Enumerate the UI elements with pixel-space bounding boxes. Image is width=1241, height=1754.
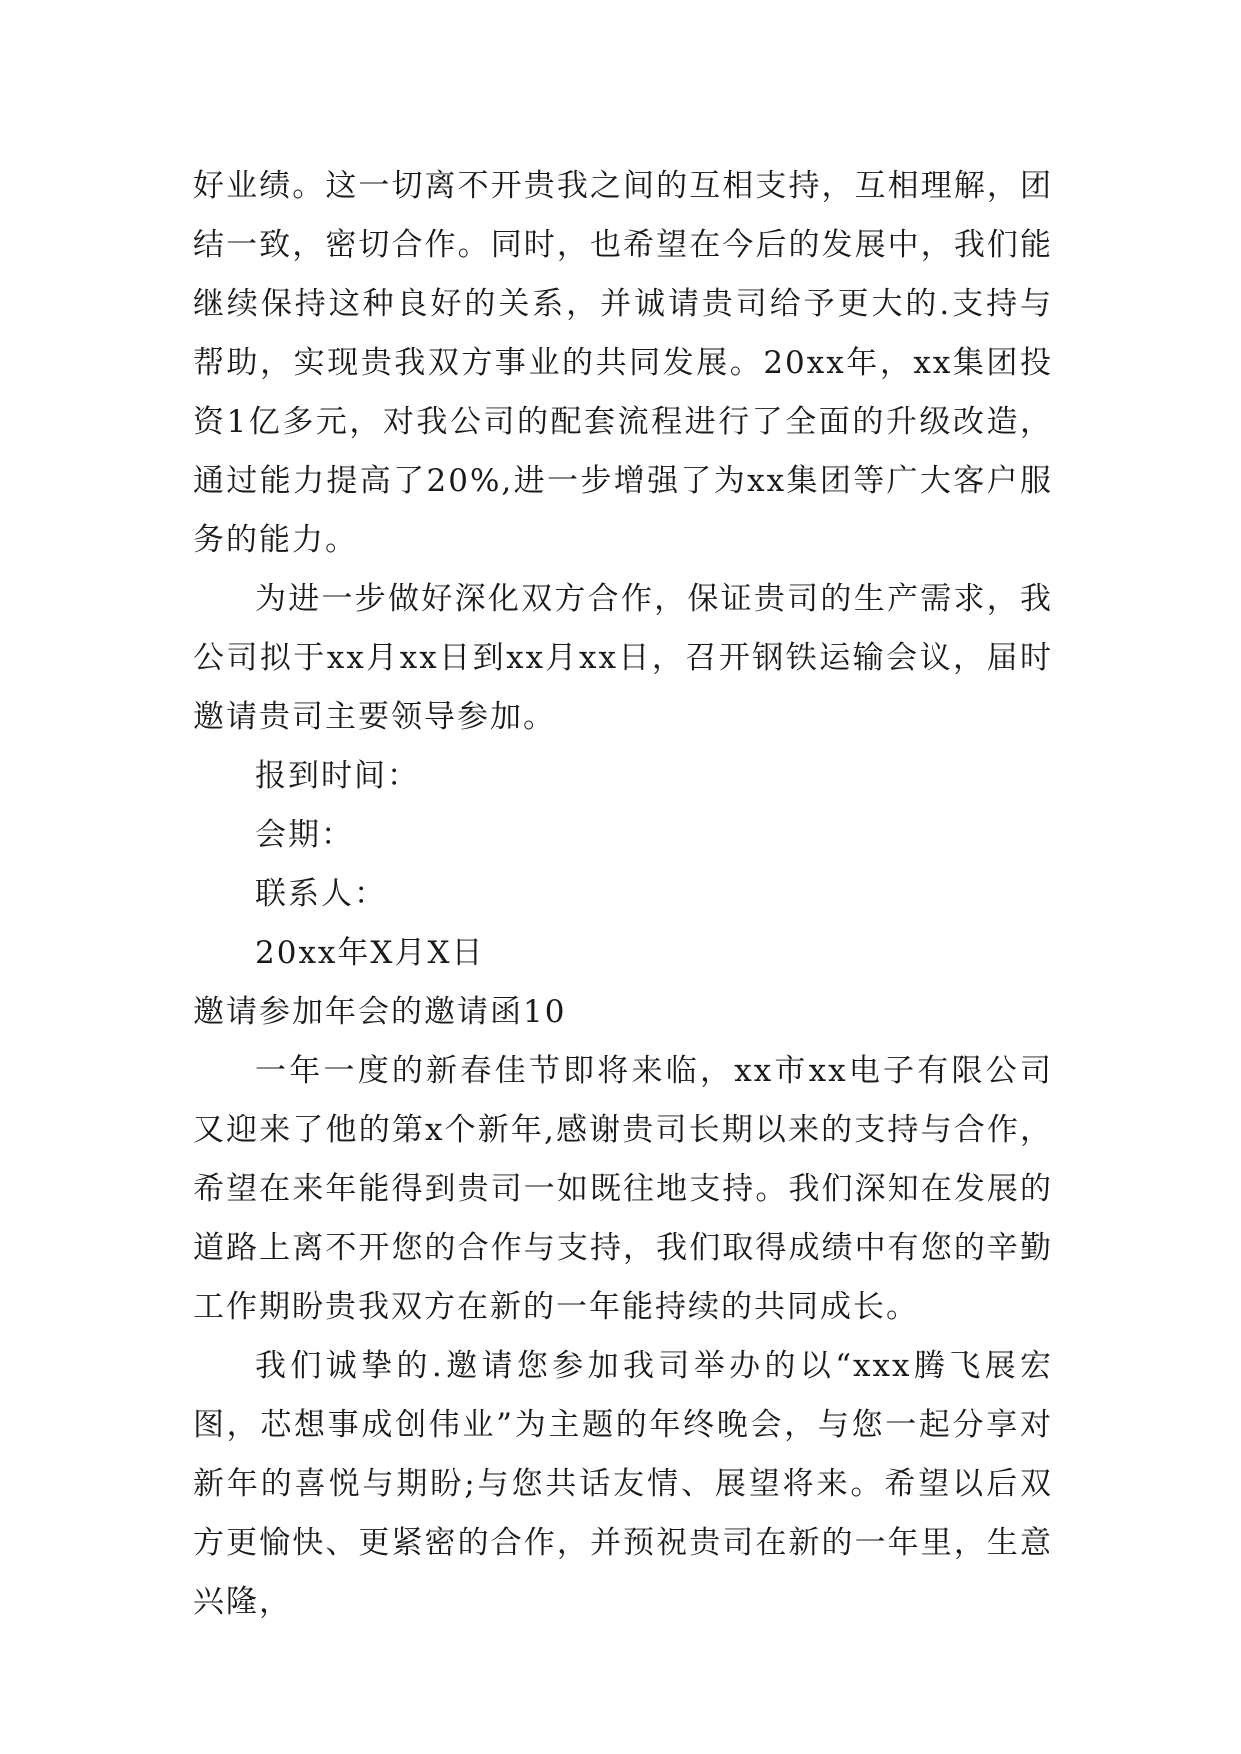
meeting-period-label: 会期： <box>255 817 354 853</box>
document-date: 20xx年X月X日 <box>255 935 485 971</box>
document-body <box>193 157 1053 1632</box>
paragraph-performance: 好业绩。这一切离不开贵我之间的互相支持，互相理解，团结一致，密切合作。同时，也希望在今后的发展中，我们能继续保持这种良好的关系，并诚请贵司给予更大的.支持与帮助，实现贵我双方事业的共同发展。20xx年，xx集团投资1亿多元，对我公司的配套流程进行了全面的升级改造，通过能力提高了20%,进一步增强了为xx集团等广大客户服务的能力。 <box>193 168 1053 558</box>
paragraph-meeting-notice: 为进一步做好深化双方合作，保证贵司的生产需求，我公司拟于xx月xx日到xx月xx日，召开钢铁运输会议，届时邀请贵司主要领导参加。 <box>193 581 1053 735</box>
paragraph-invitation: 我们诚挚的.邀请您参加我司举办的以“xxx腾飞展宏图，芯想事成创伟业”为主题的年终晚会，与您一起分享对新年的喜悦与期盼;与您共话友情、展望将来。希望以后双方更愉快、更紧密的合作，并预祝贵司在新的一年里，生意兴隆， <box>193 1348 1053 1620</box>
contact-person-label: 联系人： <box>255 876 387 912</box>
paragraph-new-year: 一年一度的新春佳节即将来临，xx市xx电子有限公司又迎来了他的第x个新年,感谢贵司长期以来的支持与合作，希望在来年能得到贵司一如既往地支持。我们深知在发展的道路上离不开您的合作与支持，我们取得成绩中有您的辛勤工作期盼贵我双方在新的一年能持续的共同成长。 <box>193 1053 1053 1325</box>
registration-time-label: 报到时间： <box>255 758 420 794</box>
section-heading: 邀请参加年会的邀请函10 <box>193 994 567 1030</box>
